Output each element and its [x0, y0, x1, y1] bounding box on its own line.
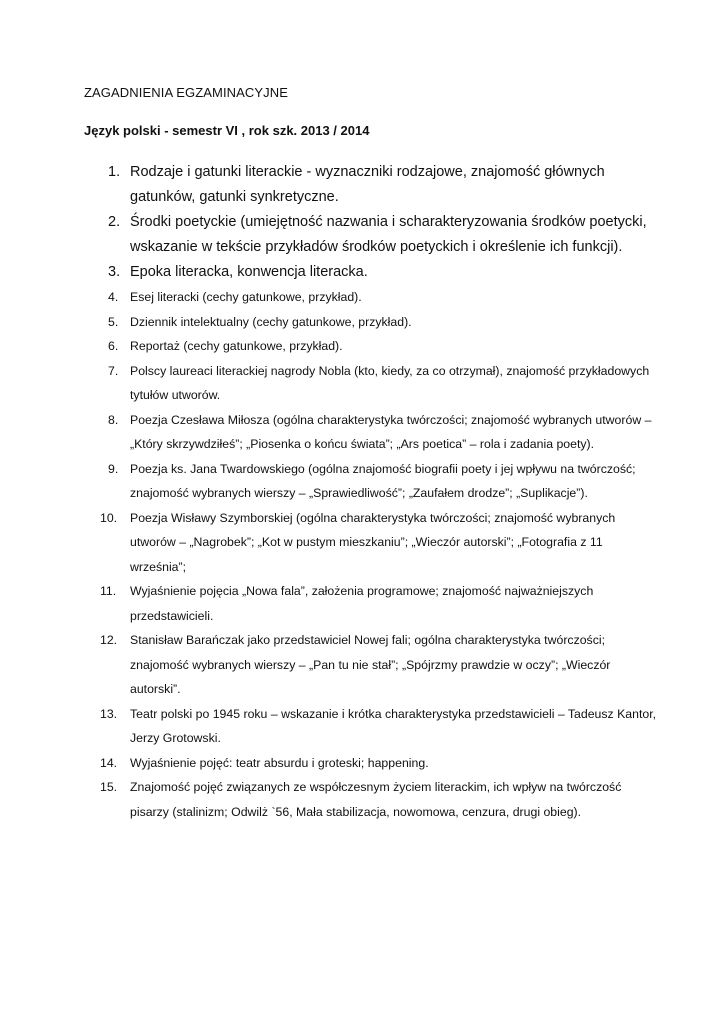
item-number: 11.: [100, 584, 117, 598]
item-number: 8.: [108, 412, 119, 427]
document-title: ZAGADNIENIA EGZAMINACYJNE: [84, 85, 289, 100]
item-number: 2.: [108, 214, 121, 230]
list-item: [100, 702, 660, 751]
list-item: [100, 751, 660, 776]
list-item: [100, 359, 660, 408]
item-text: Teatr polski po 1945 roku – wskazanie i krótka charakterystyka przedstawicieli – Tadeusz Kantor, Jerzy Grotowski.: [130, 706, 657, 745]
list-item: [100, 310, 660, 335]
list-item: [100, 775, 660, 824]
list-item: [100, 210, 660, 260]
list-item: [100, 457, 660, 506]
list-item: [100, 334, 660, 359]
exam-topics-list: [100, 160, 660, 824]
item-text: Poezja Czesława Miłosza (ogólna charakterystyka twórczości; znajomość wybranych utworów – „Który skrzywdziłeś”; „Piosenka o końcu świata”; „Ars poetica” – rola i zadania poety).: [130, 412, 652, 451]
document-subtitle: Język polski - semestr VI , rok szk. 2013 / 2014: [84, 123, 370, 138]
item-number: 14.: [100, 755, 118, 770]
list-item: [100, 160, 660, 210]
list-item: [100, 285, 660, 310]
item-text: Wyjaśnienie pojęcia „Nowa fala”, założenia programowe; znajomość najważniejszych przedstawicieli.: [130, 584, 594, 623]
item-text: Wyjaśnienie pojęć: teatr absurdu i groteski; happening.: [130, 755, 429, 770]
item-number: 3.: [108, 264, 121, 280]
item-number: 4.: [108, 290, 119, 304]
list-item: [100, 408, 660, 457]
item-number: 6.: [108, 339, 119, 353]
list-item: [100, 628, 660, 702]
item-number: 13.: [100, 706, 118, 721]
item-text: Dziennik intelektualny (cechy gatunkowe, przykład).: [130, 314, 412, 329]
item-number: 15.: [100, 780, 118, 794]
item-number: 5.: [108, 314, 119, 329]
item-number: 7.: [108, 363, 119, 378]
item-text: Esej literacki (cechy gatunkowe, przykład).: [130, 290, 362, 304]
item-text: Środki poetyckie (umiejętność nazwania i scharakteryzowania środków poetycki, wskazanie w tekście przykładów środków poetyckich i określenie ich funkcji).: [130, 214, 647, 255]
item-text: Reportaż (cechy gatunkowe, przykład).: [130, 339, 343, 353]
item-text: Rodzaje i gatunki literackie - wyznaczniki rodzajowe, znajomość głównych gatunków, gatunki synkretyczne.: [130, 164, 605, 205]
item-text: Znajomość pojęć związanych ze współczesnym życiem literackim, ich wpływ na twórczość pisarzy (stalinizm; Odwilż `56, Mała stabilizacja, nowomowa, cenzura, drugi obieg).: [130, 780, 622, 819]
item-text: Epoka literacka, konwencja literacka.: [130, 264, 368, 280]
item-number: 10.: [100, 510, 118, 525]
item-number: 12.: [100, 633, 118, 647]
list-item: [100, 579, 660, 628]
item-text: Stanisław Barańczak jako przedstawiciel Nowej fali; ogólna charakterystyka twórczości; znajomość wybranych wierszy – „Pan tu nie stał”; „Spójrzmy prawdzie w oczy”; „Wieczór autorski”.: [130, 633, 611, 696]
item-number: 1.: [108, 164, 121, 180]
item-text: Poezja ks. Jana Twardowskiego (ogólna znajomość biografii poety i jej wpływu na twórczość; znajomość wybranych wierszy – „Sprawiedliwość”; „Zaufałem drodze”; „Suplikacje”).: [130, 461, 636, 500]
item-text: Polscy laureaci literackiej nagrody Nobla (kto, kiedy, za co otrzymał), znajomość przykładowych tytułów utworów.: [130, 363, 650, 402]
list-item: [100, 260, 660, 285]
item-number: 9.: [108, 461, 119, 476]
item-text: Poezja Wisławy Szymborskiej (ogólna charakterystyka twórczości; znajomość wybranych utworów – „Nagrobek”; „Kot w pustym mieszkaniu”; „Wieczór autorski”; „Fotografia z 11 września”;: [130, 510, 616, 574]
list-item: [100, 506, 660, 580]
